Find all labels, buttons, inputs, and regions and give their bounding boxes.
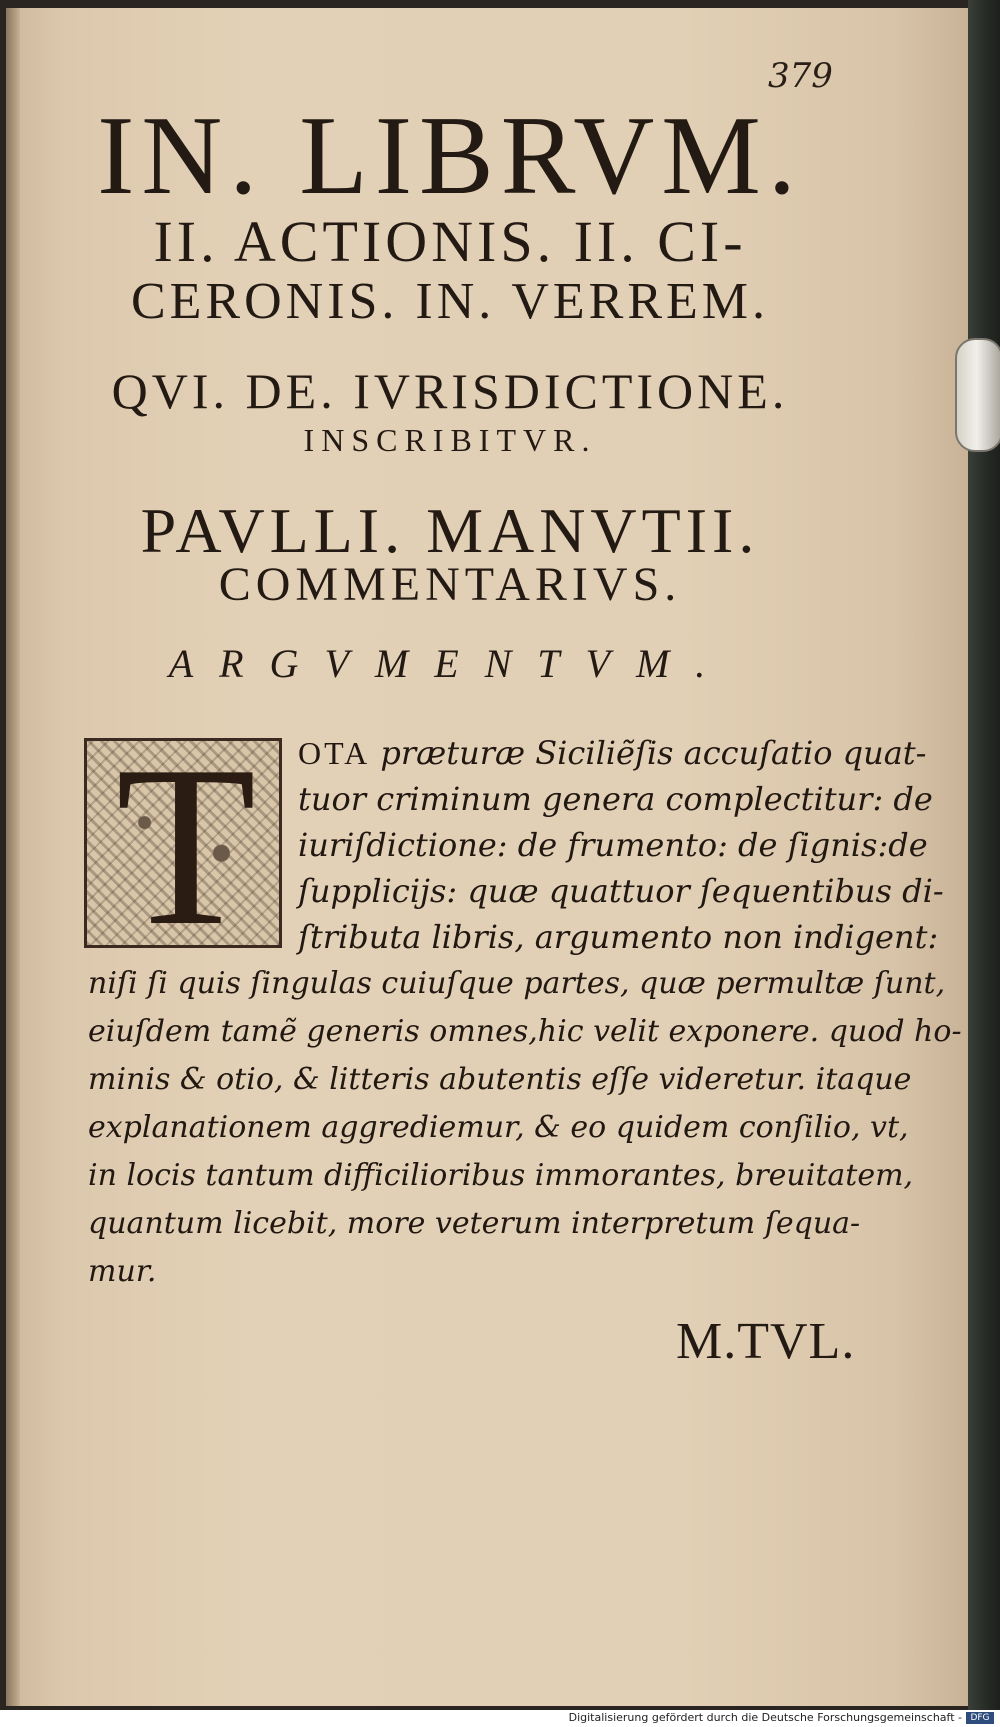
- text-line-9: explanationem aggrediemur, & eo quidem conſilio, vt,: [88, 1110, 909, 1145]
- book-cover-edge: [968, 0, 1000, 1710]
- book-clasp: [955, 338, 1000, 452]
- title-line-7: COMMENTARIVS.: [218, 558, 682, 611]
- text-line-1: [298, 734, 926, 772]
- text-line-5: ſtributa libris, argumento non indigent:: [298, 918, 939, 956]
- text-line-1-rest: præturæ Siciliẽſis accuſatio quat-: [370, 734, 927, 772]
- initial-letter: T: [115, 718, 257, 973]
- decorated-initial: [84, 718, 282, 973]
- title-line-3: CERONIS. IN. VERREM.: [130, 273, 770, 330]
- text-line-3: iuriſdictione: de frumento: de ſignis:de: [298, 826, 928, 864]
- page-number: 379: [768, 56, 833, 96]
- text-line-6: niſi ſi quis ſingulas cuiuſque partes, quæ permultæ ſunt,: [88, 966, 946, 1001]
- text-line-12: mur.: [88, 1254, 157, 1289]
- text-line-10: in locis tantum difficilioribus immorantes, breuitatem,: [88, 1158, 914, 1193]
- title-line-5: INSCRIBITVR.: [303, 422, 597, 458]
- argument-heading: ARGVMENTVM.: [168, 641, 732, 686]
- text-line-2: tuor criminum genera complectitur: de: [298, 780, 933, 818]
- opening-caps: OTA: [298, 735, 371, 771]
- title-line-2: II. ACTIONIS. II. CI-: [153, 209, 747, 274]
- text-line-8: minis & otio, & litteris abutentis eſſe videretur. itaque: [88, 1062, 912, 1097]
- dfg-logo: DFG: [966, 1712, 994, 1724]
- text-line-11: quantum licebit, more veterum interpretum ſequa-: [88, 1206, 861, 1241]
- text-line-4: ſupplicijs: quæ quattuor ſequentibus di-: [298, 872, 944, 910]
- footer-credit: Digitalisierung gefördert durch die Deutsche Forschungsgemeinschaft -: [568, 1711, 962, 1724]
- footer-bar: [0, 1710, 1000, 1727]
- text-line-7: eiuſdem tamẽ generis omnes,hic velit exponere. quod ho-: [88, 1014, 962, 1049]
- title-line-6: PAVLLI. MANVTII.: [140, 495, 760, 566]
- page-gutter-edge: [6, 8, 20, 1706]
- catchword: M.TVL.: [676, 1313, 856, 1370]
- title-line-4: QVI. DE. IVRISDICTIONE.: [111, 363, 789, 419]
- title-line-1: IN. LIBRVM.: [97, 94, 803, 218]
